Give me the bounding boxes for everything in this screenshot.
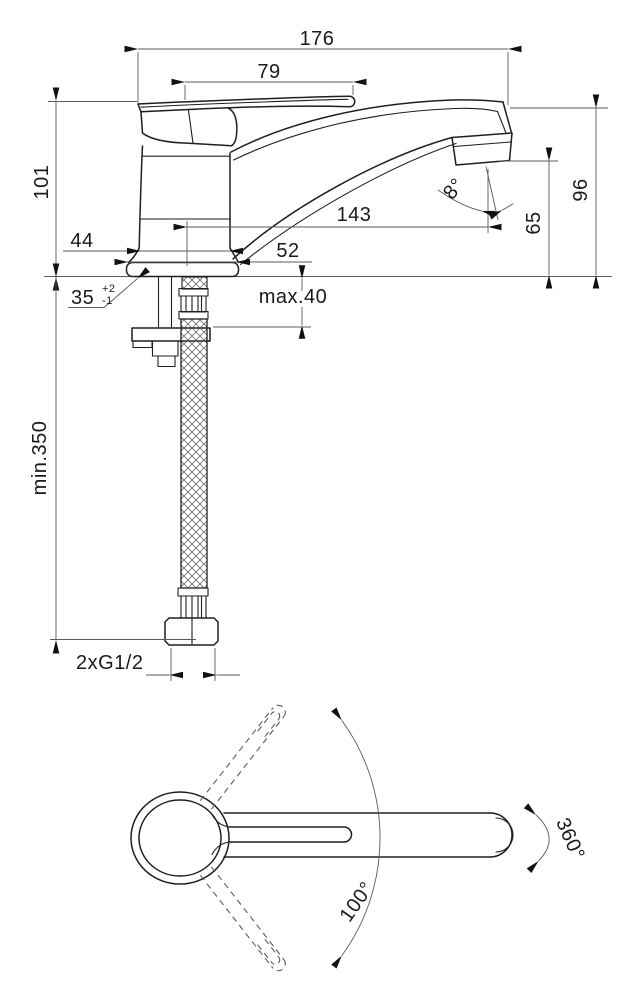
hose-braid	[181, 319, 207, 588]
dim-label-handle-length: 79	[257, 61, 281, 83]
top-view-labels	[336, 815, 589, 926]
spout	[231, 100, 512, 265]
dim-label-spout-swing: 360°	[551, 814, 589, 864]
top-view	[131, 705, 589, 970]
dim-label-height: 101	[31, 164, 53, 200]
spout-bottom-edge	[233, 138, 452, 260]
dim-label-hose-min-length: min.350	[29, 420, 51, 496]
stud-end	[158, 356, 175, 367]
handle-plan	[212, 815, 352, 855]
dim-label-outlet-height: 65	[523, 211, 545, 235]
angle-arc-360	[536, 815, 549, 861]
mixer-head	[141, 108, 237, 146]
base-plate	[127, 263, 239, 277]
side-view	[29, 28, 612, 681]
dim-label-overall-length: 176	[299, 28, 335, 50]
aerator	[452, 133, 512, 165]
dim-label-hole-tol-minus: -1	[102, 295, 113, 307]
dim-label-base-width: 52	[276, 240, 300, 262]
hose-braid-top	[182, 277, 207, 289]
handle-lever	[138, 96, 355, 112]
dim-label-spout-top-height: 96	[570, 178, 592, 202]
hose-ferrule-bottom	[181, 596, 206, 618]
dimension-lines	[48, 49, 608, 681]
threaded-stud	[159, 277, 172, 328]
dim-label-connection-thread: 2xG1/2	[76, 652, 144, 674]
dim-label-hole-tol-plus: +2	[102, 283, 116, 295]
spout-plan	[224, 813, 513, 857]
hex-connector-nut	[165, 618, 218, 645]
handle-position-lower	[200, 867, 285, 971]
body-inner-circle	[139, 800, 221, 876]
dim-label-hole-dia: 35	[71, 287, 95, 309]
stud-nut	[153, 341, 179, 356]
faucet-body	[129, 146, 239, 263]
dim-label-handle-swing: 100°	[335, 877, 379, 927]
dim-label-spout-angle: 8°	[439, 174, 469, 204]
hose-ferrule-top	[181, 296, 206, 312]
handle-position-upper	[200, 705, 285, 809]
dim-label-spout-reach: 143	[336, 204, 372, 226]
dimension-labels	[29, 28, 592, 674]
dim-label-deck-max: max.40	[258, 286, 328, 308]
bracket-lip	[133, 341, 152, 348]
dim-label-body-width: 44	[70, 230, 94, 252]
